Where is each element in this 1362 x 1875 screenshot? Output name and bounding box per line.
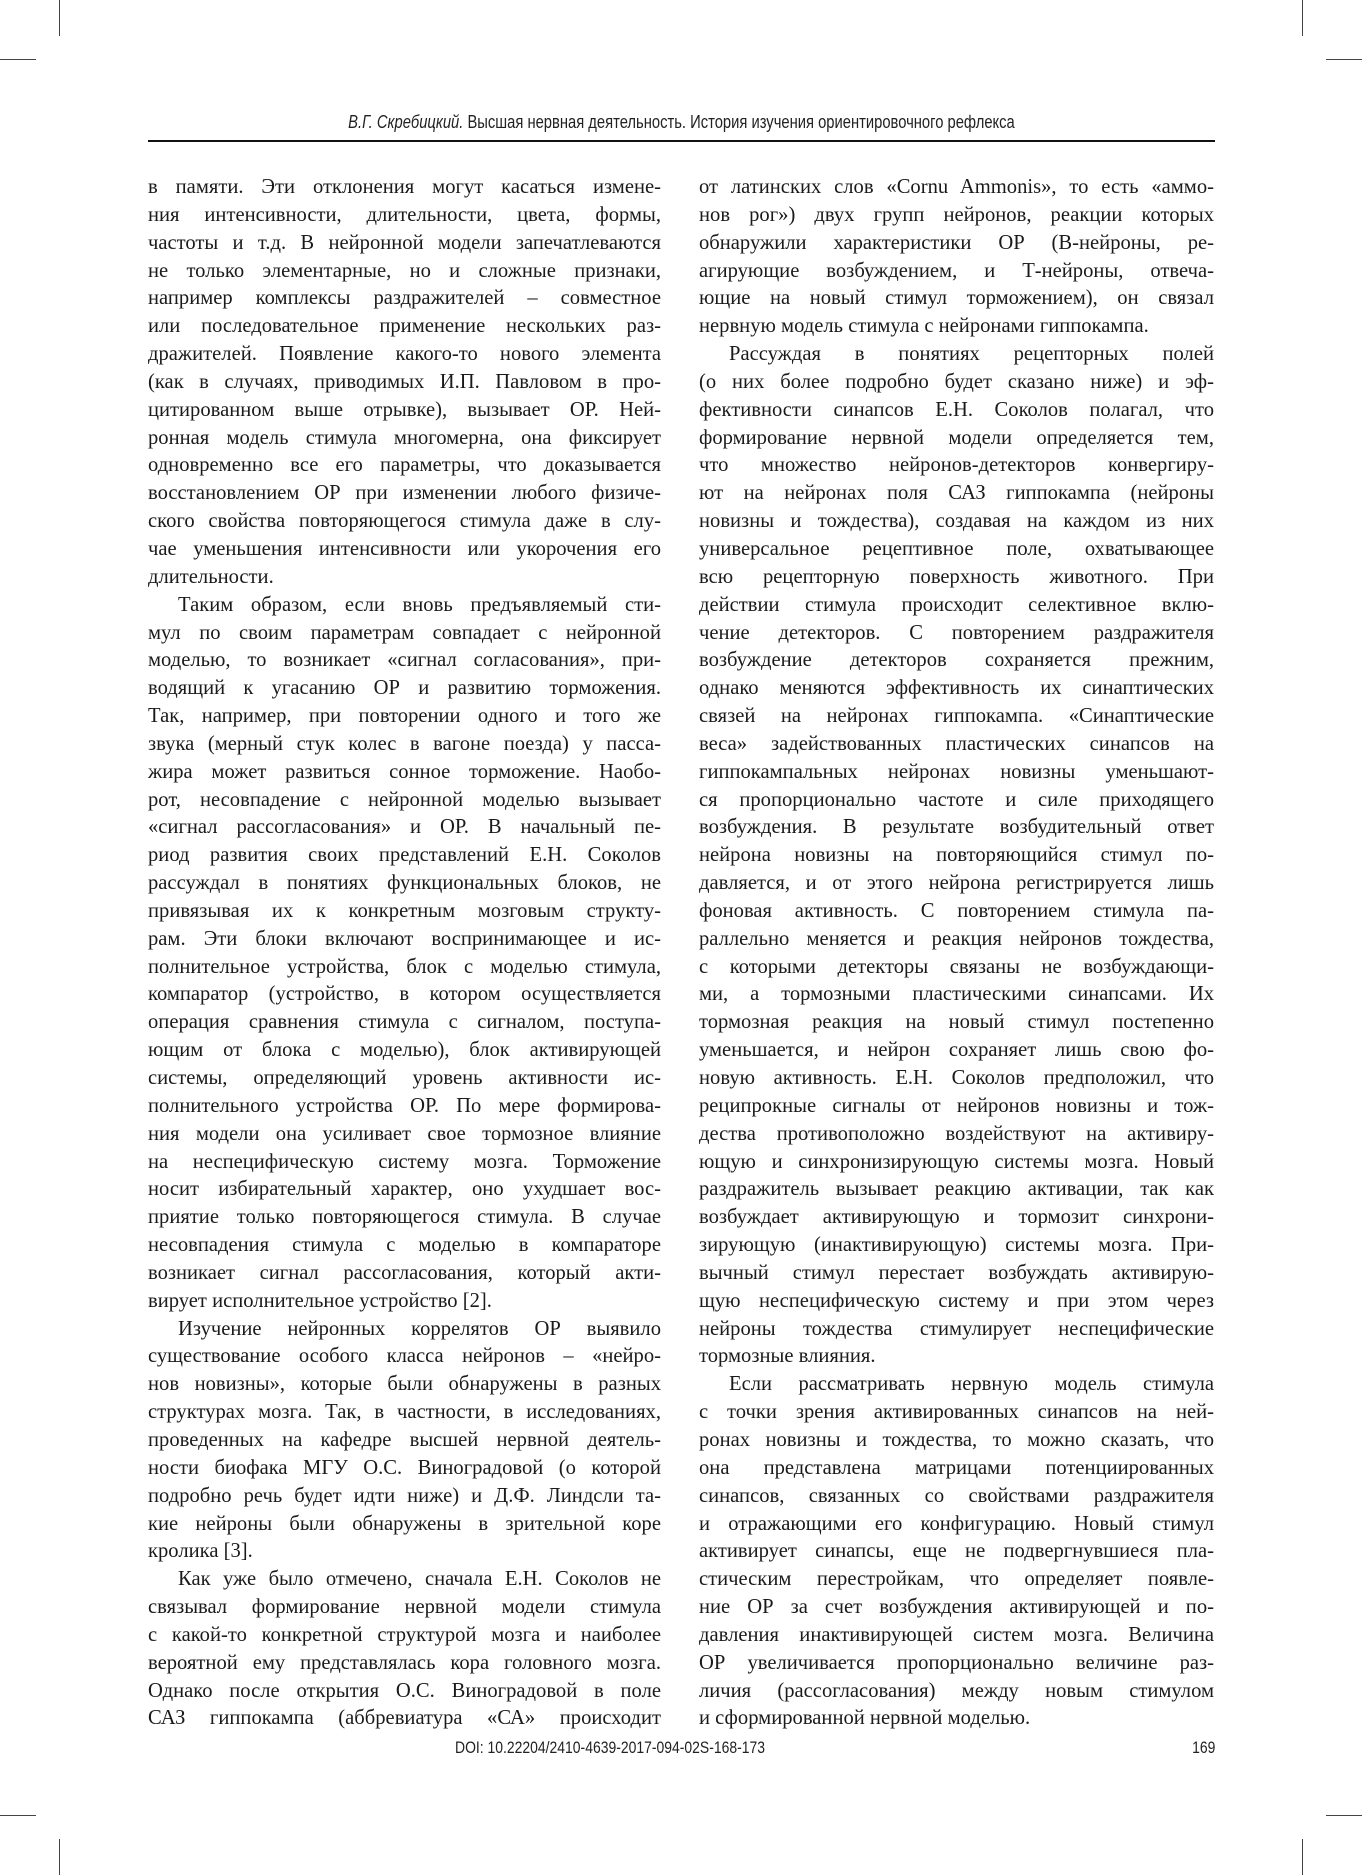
text-line: всю рецепторную поверхность животного. При (699, 565, 1214, 588)
text-line: например комплексы раздражителей – совместное (148, 287, 661, 310)
text-line: ронах новизны и тождества, то можно сказать, что (699, 1428, 1214, 1451)
running-header (148, 112, 1215, 140)
text-line: уменьшается, и нейрон сохраняет лишь свою фо- (699, 1039, 1214, 1062)
text-line: связывал формирование нервной модели стимула (148, 1596, 661, 1619)
text-line: не только элементарные, но и сложные признаки, (148, 259, 661, 282)
crop-mark (1302, 1839, 1303, 1875)
text-line: Однако после открытия О.С. Виноградовой в поле (148, 1679, 661, 1702)
text-line: стическим перестройкам, что определяет появле- (699, 1568, 1214, 1591)
text-line: Если рассматривать нервную модель стимула (729, 1373, 1214, 1396)
paragraph (148, 174, 661, 592)
right-column (699, 174, 1214, 1733)
text-line: Как уже было отмечено, сначала Е.Н. Соколов не (178, 1568, 661, 1591)
text-line: операция сравнения стимула с сигналом, поступа- (148, 1011, 661, 1034)
text-line: ского свойства повторяющегося стимула даже в слу- (148, 510, 661, 533)
text-line: цитированном выше отрывке), вызывает ОР. Ней- (148, 398, 661, 421)
page-number-text: 169 (1191, 1738, 1215, 1757)
text-line: полнительного устройства ОР. По мере формирова- (148, 1094, 661, 1117)
text-line: одновременно все его параметры, что доказывается (148, 454, 661, 477)
text-line: ности биофака МГУ О.С. Виноградовой (о которой (148, 1456, 661, 1479)
text-line: Рассуждая в понятиях рецепторных полей (729, 343, 1214, 366)
text-line: фоновая активность. С повторением стимула па- (699, 899, 1214, 922)
header-title: Высшая нервная деятельность. История изучения ориентировочного рефлекса (467, 112, 1015, 132)
text-line: в памяти. Эти отклонения могут касаться измене- (148, 176, 661, 198)
text-line: действии стимула происходит селективное вклю- (699, 593, 1214, 616)
text-line: обнаружили характеристики ОР (В-нейроны, ре- (699, 231, 1214, 254)
text-line: приятие только повторяющегося стимула. В случае (148, 1206, 661, 1229)
text-line: на неспецифическую систему мозга. Торможение (148, 1150, 661, 1173)
paragraph (699, 341, 1214, 1371)
text-line: ронная модель стимула многомерна, она фиксирует (148, 426, 661, 449)
text-line: компаратор (устройство, в котором осуществляется (148, 983, 661, 1006)
text-line: моделью, то возникает «сигнал согласования», при- (148, 649, 661, 672)
crop-mark (0, 59, 36, 60)
text-line: мул по своим параметрам совпадает с нейронной (148, 621, 661, 644)
text-line: полнительное устройства, блок с моделью стимула, (148, 955, 661, 978)
text-line: давления инактивирующей систем мозга. Величина (699, 1623, 1214, 1646)
text-line: возбуждения. В результате возбудительный ответ (699, 816, 1214, 839)
text-line: с какой-то конкретной структурой мозга и наиболее (148, 1623, 661, 1646)
text-line: водящий к угасанию ОР и развитию торможения. (148, 677, 661, 700)
text-line: нов рог») двух групп нейронов, реакции которых (699, 203, 1214, 226)
text-line: синапсов, связанных со свойствами раздражителя (699, 1484, 1214, 1507)
text-line: раздражитель вызывает реакцию активации, так как (699, 1178, 1214, 1201)
text-line: от латинских слов «Cornu Ammonis», то есть «аммо- (699, 176, 1214, 198)
text-line: подробно речь будет идти ниже) и Д.Ф. Линдсли та- (148, 1484, 661, 1507)
text-line: Таким образом, если вновь предъявляемый сти- (178, 593, 661, 616)
text-line: личия (рассогласования) между новым стимулом (699, 1679, 1214, 1702)
text-line: возбуждает активирующую и тормозит синхрони- (699, 1206, 1214, 1229)
crop-mark (1326, 59, 1362, 60)
text-line: однако меняются эффективность их синаптических (699, 677, 1214, 700)
text-line: вероятной ему представлялась кора головного мозга. (148, 1651, 661, 1674)
text-line: нов новизны», которые были обнаружены в разных (148, 1373, 661, 1396)
text-line: с которыми детекторы связаны не возбуждающи- (699, 955, 1214, 978)
text-line: САЗ гиппокампа (аббревиатура «СА» происходит (148, 1707, 661, 1730)
text-line: ния модели она усиливает свое тормозное влияние (148, 1122, 661, 1145)
text-line: связей на нейронах гиппокампа. «Синаптические (699, 705, 1214, 728)
text-line: агирующие возбуждением, и Т-нейроны, отвеча- (699, 259, 1214, 282)
text-line: кие нейроны были обнаружены в зрительной коре (148, 1512, 661, 1535)
footer-doi (455, 1738, 905, 1758)
text-line: риод развития своих представлений Е.Н. Соколов (148, 844, 661, 867)
left-column (148, 174, 661, 1733)
text-line: восстановлением ОР при изменении любого физиче- (148, 482, 661, 505)
text-line: фективности синапсов Е.Н. Соколов полагал, что (699, 398, 1214, 421)
text-line: длительности. (148, 565, 274, 588)
paragraph (148, 592, 661, 1316)
text-line: существование особого класса нейронов – «нейро- (148, 1345, 661, 1368)
text-line: привязывая их к конкретным мозговым структу- (148, 899, 661, 922)
crop-mark (1302, 0, 1303, 36)
crop-mark (0, 1815, 36, 1816)
crop-mark (59, 1839, 60, 1875)
text-line: нервную модель стимула с нейронами гиппокампа. (699, 315, 1149, 338)
text-line: новизны и тождества), создавая на каждом из них (699, 510, 1214, 533)
text-line: дражителей. Появление какого-то нового элемента (148, 343, 661, 366)
text-line: формирование нервной модели определяется тем, (699, 426, 1214, 449)
page-number (1170, 1738, 1215, 1758)
text-line: чае уменьшения интенсивности или укорочения его (148, 537, 661, 560)
text-line: активирует синапсы, еще не подвергнувшиеся пла- (699, 1540, 1214, 1563)
text-line: возбуждение детекторов сохраняется прежним, (699, 649, 1214, 672)
text-line: структурах мозга. Так, в частности, в исследованиях, (148, 1401, 661, 1424)
text-line: универсальное рецептивное поле, охватывающее (699, 537, 1214, 560)
text-line: кролика [3]. (148, 1540, 253, 1563)
text-line: (о них более подробно будет сказано ниже) и эф- (699, 370, 1214, 393)
text-line: возникает сигнал рассогласования, который акти- (148, 1261, 661, 1284)
paragraph (699, 1371, 1214, 1733)
crop-mark (59, 0, 60, 36)
text-line: реципрокные сигналы от нейронов новизны и тож- (699, 1094, 1214, 1117)
text-line: нейроны тождества стимулирует неспецифические (699, 1317, 1214, 1340)
text-line: с точки зрения активированных синапсов на ней- (699, 1401, 1214, 1424)
text-line: дества противоположно воздействуют на активиру- (699, 1122, 1214, 1145)
text-line: ми, а тормозными пластическими синапсами. Их (699, 983, 1214, 1006)
text-line: веса» задействованных пластических синапсов на (699, 732, 1214, 755)
text-line: тормозные влияния. (699, 1345, 876, 1368)
text-line: «сигнал рассогласования» и ОР. В начальный пе- (148, 816, 661, 839)
text-line: нейрона новизны на повторяющийся стимул по- (699, 844, 1214, 867)
text-line: и сформированной нервной моделью. (699, 1707, 1031, 1730)
text-line: рот, несовпадение с нейронной моделью вызывает (148, 788, 661, 811)
text-line: проведенных на кафедре высшей нервной деятель- (148, 1428, 661, 1451)
text-line: ся пропорционально частоте и силе приходящего (699, 788, 1214, 811)
text-line: несовпадения стимула с моделью в компараторе (148, 1234, 661, 1257)
text-line: ющим от блока с моделью), блок активирующей (148, 1039, 661, 1062)
text-line: частоты и т.д. В нейронной модели запечатлеваются (148, 231, 661, 254)
text-line: системы, определяющий уровень активности ис- (148, 1067, 661, 1089)
text-line: раллельно меняется и реакция нейронов тождества, (699, 927, 1214, 950)
text-line: Изучение нейронных коррелятов ОР выявило (178, 1317, 661, 1340)
text-line: жира может развиться сонное торможение. Наобо- (148, 760, 661, 783)
text-line: носит избирательный характер, оно ухудшает вос- (148, 1178, 661, 1201)
text-line: зирующую (инактивирующую) системы мозга. При- (699, 1234, 1214, 1257)
text-line: ющие на новый стимул торможением), он связал (699, 287, 1214, 310)
crop-mark (1326, 1815, 1362, 1816)
text-line: ющую и синхронизирующую системы мозга. Новый (699, 1150, 1214, 1173)
text-line: рам. Эти блоки включают воспринимающее и ис- (148, 927, 661, 950)
text-line: (как в случаях, приводимых И.П. Павловом в про- (148, 370, 661, 393)
text-line: ОР увеличивается пропорционально величине раз- (699, 1651, 1214, 1674)
text-line: давляется, и от этого нейрона регистрируется лишь (699, 872, 1214, 895)
text-line: вирует исполнительное устройство [2]. (148, 1289, 492, 1312)
text-line: вычный стимул перестает возбуждать активирую- (699, 1261, 1214, 1284)
text-line: рассуждал в понятиях функциональных блоков, не (148, 872, 661, 895)
text-line: гиппокампальных нейронах новизны уменьшают- (699, 760, 1214, 783)
text-line: ние ОР за счет возбуждения активирующей и по- (699, 1596, 1214, 1619)
header-author: В.Г. Скребицкий. (348, 112, 464, 132)
text-line: тормозная реакция на новый стимул постепенно (699, 1011, 1214, 1034)
text-line: или последовательное применение нескольких раз- (148, 315, 661, 338)
paragraph (699, 174, 1214, 341)
text-line: щую неспецифическую систему и при этом через (699, 1289, 1214, 1312)
paragraph (148, 1316, 661, 1567)
text-line: новую активность. Е.Н. Соколов предположил, что (699, 1067, 1214, 1089)
text-line: что множество нейронов-детекторов конвергиру- (699, 454, 1214, 477)
text-line: звука (мерный стук колес в вагоне поезда) у пасса- (148, 732, 661, 755)
doi-text: DOI: 10.22204/2410-4639-2017-094-02S-168-173 (455, 1738, 766, 1757)
paragraph (148, 1566, 661, 1733)
text-line: ют на нейронах поля САЗ гиппокампа (нейроны (699, 482, 1214, 505)
text-line: она представлена матрицами потенциированных (699, 1456, 1214, 1479)
header-rule (148, 140, 1215, 142)
text-line: и отражающими его конфигурацию. Новый стимул (699, 1512, 1214, 1535)
text-line: ния интенсивности, длительности, цвета, формы, (148, 203, 661, 226)
text-line: Так, например, при повторении одного и того же (148, 705, 661, 728)
text-line: чение детекторов. С повторением раздражителя (699, 621, 1214, 644)
